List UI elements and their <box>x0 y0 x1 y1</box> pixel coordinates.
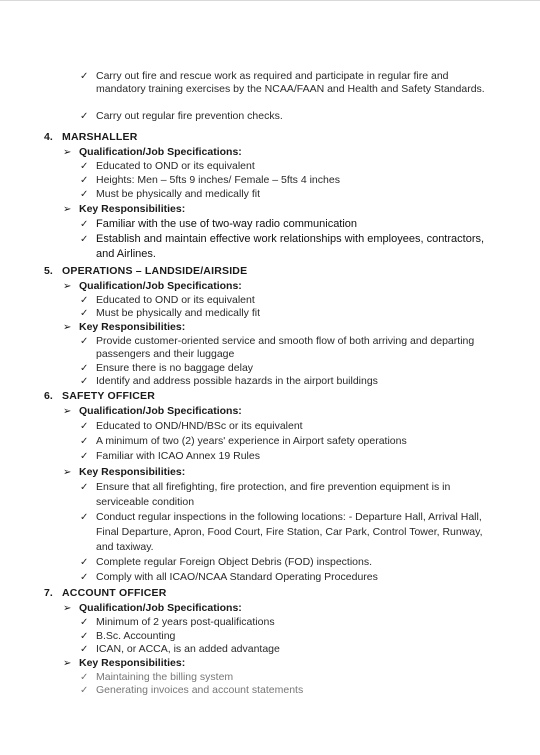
list-item: ✓ Establish and maintain effective work relationships with employees, contractors, and Airlines. <box>80 233 485 260</box>
subheading-qualification: ➢ Qualification/Job Specifications: <box>63 280 242 292</box>
check-icon: ✓ <box>80 234 89 245</box>
arrow-bullet-icon: ➢ <box>63 658 72 669</box>
list-item: ✓ Carry out regular fire prevention checks. <box>80 110 283 122</box>
check-icon: ✓ <box>80 308 89 319</box>
arrow-bullet-icon: ➢ <box>63 603 72 614</box>
check-icon: ✓ <box>80 436 89 447</box>
list-item: ✓ Educated to OND or its equivalent <box>80 294 255 306</box>
section-heading: 5. OPERATIONS – LANDSIDE/AIRSIDE <box>44 265 248 277</box>
subheading-responsibilities: ➢ Key Responsibilities: <box>63 466 186 478</box>
check-icon: ✓ <box>80 161 89 172</box>
check-icon: ✓ <box>80 672 89 683</box>
section-heading: 7. ACCOUNT OFFICER <box>44 587 167 599</box>
check-icon: ✓ <box>80 219 89 230</box>
arrow-bullet-icon: ➢ <box>63 281 72 292</box>
check-icon: ✓ <box>80 482 89 493</box>
list-item: ✓ Ensure that all firefighting, fire protection, and fire prevention equipment is in serviceable condition <box>80 481 451 508</box>
list-item: ✓ Generating invoices and account statements <box>80 684 304 696</box>
check-icon: ✓ <box>80 631 89 642</box>
check-icon: ✓ <box>80 617 89 628</box>
check-icon: ✓ <box>80 71 89 82</box>
subheading-responsibilities: ➢ Key Responsibilities: <box>63 321 186 333</box>
list-item: ✓ B.Sc. Accounting <box>80 630 176 642</box>
list-item: ✓ Maintaining the billing system <box>80 671 234 683</box>
arrow-bullet-icon: ➢ <box>63 406 72 417</box>
list-item: ✓ Identify and address possible hazards in the airport buildings <box>80 375 378 387</box>
subheading-qualification: ➢ Qualification/Job Specifications: <box>63 602 242 614</box>
page-top-border <box>0 0 540 1</box>
check-icon: ✓ <box>80 512 89 523</box>
list-item: ✓ Must be physically and medically fit <box>80 188 260 200</box>
section-heading: 6. SAFETY OFFICER <box>44 390 156 402</box>
document-page <box>0 70 540 697</box>
subheading-qualification: ➢ Qualification/Job Specifications: <box>63 405 242 417</box>
check-icon: ✓ <box>80 363 89 374</box>
list-item: ✓ Comply with all ICAO/NCAA Standard Operating Procedures <box>80 571 378 583</box>
check-icon: ✓ <box>80 644 89 655</box>
list-item: ✓ Carry out fire and rescue work as required and participate in regular fire and mandatory training exercises by the NCAA/FAAN and Health and Safety Standards. <box>80 70 485 95</box>
list-item: ✓ Ensure there is no baggage delay <box>80 362 254 374</box>
check-icon: ✓ <box>80 336 89 347</box>
list-item: ✓ Conduct regular inspections in the following locations: - Departure Hall, Arrival Hall, Final Departure, Apron, Food Court, Fire Station, Car Park, Control Tower, Runway, and taxiway. <box>80 511 483 553</box>
list-item: ✓ Heights: Men – 5fts 9 inches/ Female – 5fts 4 inches <box>80 174 340 186</box>
list-item: ✓ Must be physically and medically fit <box>80 307 260 319</box>
list-item: ✓ Familiar with ICAO Annex 19 Rules <box>80 450 260 462</box>
list-item: ✓ Familiar with the use of two-way radio communication <box>80 218 358 230</box>
check-icon: ✓ <box>80 557 89 568</box>
arrow-bullet-icon: ➢ <box>63 322 72 333</box>
check-icon: ✓ <box>80 421 89 432</box>
subheading-responsibilities: ➢ Key Responsibilities: <box>63 203 186 215</box>
arrow-bullet-icon: ➢ <box>63 147 72 158</box>
arrow-bullet-icon: ➢ <box>63 204 72 215</box>
list-item: ✓ Complete regular Foreign Object Debris (FOD) inspections. <box>80 556 373 568</box>
list-item: ✓ Educated to OND or its equivalent <box>80 160 255 172</box>
list-item: ✓ Minimum of 2 years post-qualifications <box>80 616 275 628</box>
list-item: ✓ A minimum of two (2) years' experience in Airport safety operations <box>80 435 407 447</box>
check-icon: ✓ <box>80 175 89 186</box>
list-item: ✓ Provide customer-oriented service and smooth flow of both arriving and departing passengers and their luggage <box>80 335 475 360</box>
check-icon: ✓ <box>80 295 89 306</box>
section-heading: 4. MARSHALLER <box>44 131 138 143</box>
check-icon: ✓ <box>80 451 89 462</box>
list-item: ✓ ICAN, or ACCA, is an added advantage <box>80 643 280 655</box>
arrow-bullet-icon: ➢ <box>63 467 72 478</box>
check-icon: ✓ <box>80 572 89 583</box>
check-icon: ✓ <box>80 189 89 200</box>
subheading-responsibilities: ➢ Key Responsibilities: <box>63 657 186 669</box>
check-icon: ✓ <box>80 685 89 696</box>
subheading-qualification: ➢ Qualification/Job Specifications: <box>63 146 242 158</box>
list-item: ✓ Educated to OND/HND/BSc or its equivalent <box>80 420 303 432</box>
check-icon: ✓ <box>80 111 89 122</box>
check-icon: ✓ <box>80 376 89 387</box>
